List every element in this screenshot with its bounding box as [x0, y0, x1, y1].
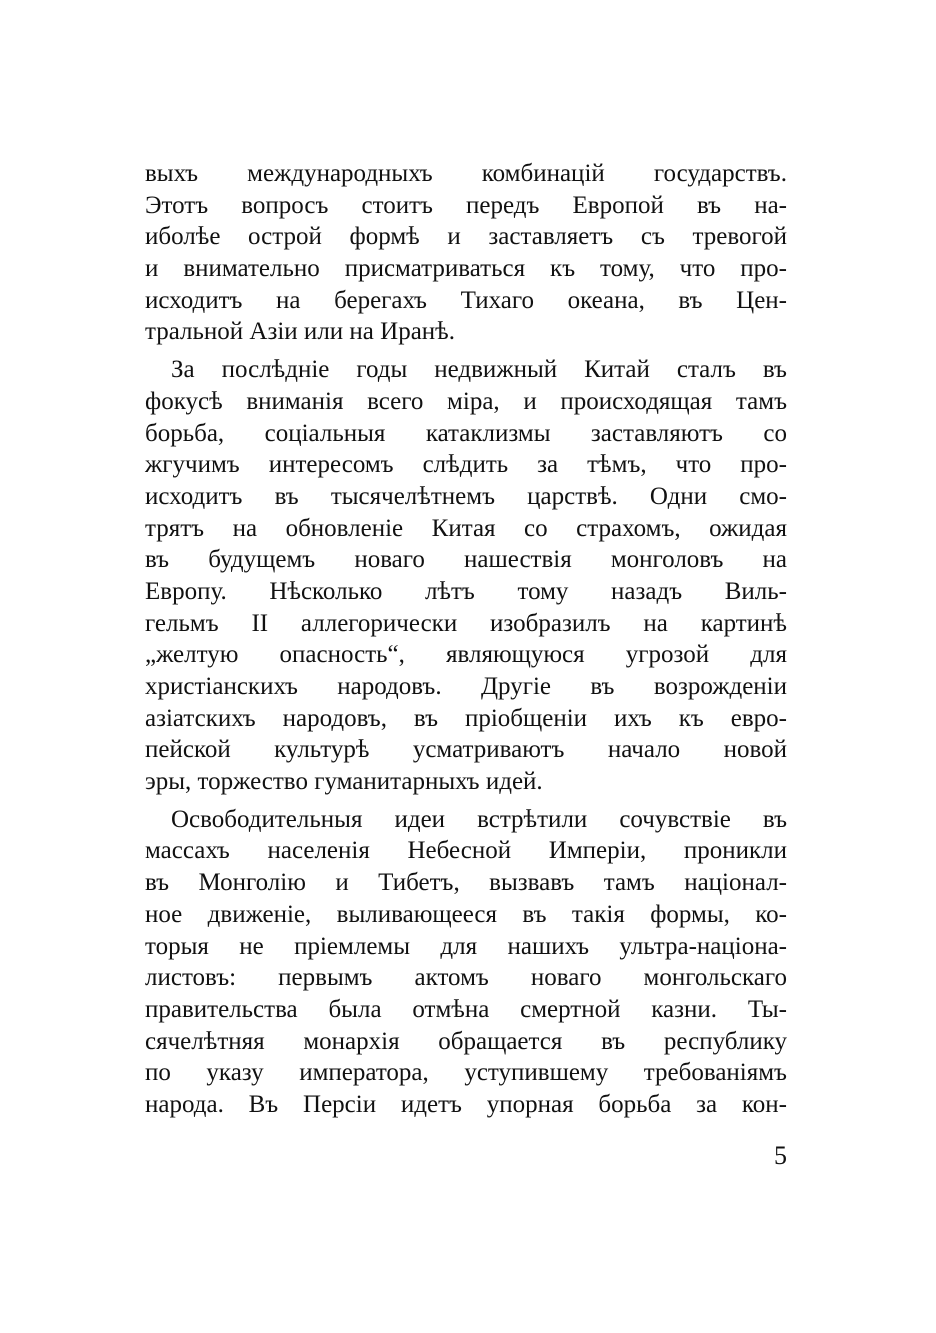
- text-line: массахъ населенія Небесной Имперіи, проникли: [145, 837, 787, 865]
- body-text: [145, 158, 787, 1121]
- text-line: исходитъ въ тысячелѣтнемъ царствѣ. Одни смо-: [145, 482, 787, 510]
- page-number: 5: [774, 1141, 787, 1170]
- text-line: выхъ международныхъ комбинацій государствъ.: [145, 160, 787, 187]
- text-line: Европу. Нѣсколько лѣтъ тому назадъ Виль-: [145, 577, 787, 605]
- text-line: борьба, соціальныя катаклизмы заставляютъ со: [145, 419, 787, 447]
- text-line: правительства была отмѣна смертной казни. Ты-: [145, 995, 787, 1023]
- text-line: фокусѣ вниманія всего міра, и происходящая тамъ: [145, 387, 787, 415]
- text-line: листовъ: первымъ актомъ новаго монгольскаго: [145, 964, 787, 992]
- text-line: иболѣе острой формѣ и заставляетъ съ тревогой: [145, 223, 787, 251]
- text-line: народа. Въ Персіи идетъ упорная борьба за кон-: [145, 1090, 787, 1118]
- text-line: христіанскихъ народовъ. Другіе въ возрожденіи: [145, 673, 787, 700]
- text-line: въ Монголію и Тибетъ, вызвавъ тамъ націонал-: [145, 869, 787, 897]
- text-line: Освободительныя идеи встрѣтили сочувствіе въ: [171, 805, 787, 833]
- text-line: торыя не пріемлемы для нашихъ ультра-націона-: [145, 932, 787, 960]
- text-line: „желтую опасность“, являющуюся угрозой для: [145, 641, 787, 669]
- text-line: эры, торжество гуманитарныхъ идей.: [145, 768, 543, 796]
- text-line: сячелѣтняя монархія обращается въ республику: [145, 1027, 787, 1055]
- text-line: гельмъ II аллегорически изобразилъ на картинѣ: [145, 609, 787, 637]
- text-line: по указу императора, уступившему требованіямъ: [145, 1059, 787, 1087]
- text-line: Этотъ вопросъ стоитъ передъ Европой въ на-: [145, 191, 787, 219]
- text-line: исходитъ на берегахъ Тихаго океана, въ Цен-: [145, 286, 787, 314]
- text-line: ное движеніе, выливающееся въ такія формы, ко-: [145, 900, 787, 928]
- text-line: пейской культурѣ усматриваютъ начало новой: [145, 736, 787, 764]
- text-line: и внимательно присматриваться къ тому, что про-: [145, 255, 787, 283]
- text-line: азіатскихъ народовъ, въ пріобщеніи ихъ къ евро-: [145, 704, 787, 732]
- text-line: За послѣдніе годы недвижный Китай сталъ въ: [171, 356, 787, 384]
- text-line: въ будущемъ новаго нашествія монголовъ на: [145, 546, 787, 574]
- text-line: жгучимъ интересомъ слѣдить за тѣмъ, что про-: [145, 451, 787, 479]
- text-line: тральной Азіи или на Иранѣ.: [145, 318, 455, 346]
- text-line: трятъ на обновленіе Китая со страхомъ, ожидая: [145, 514, 787, 542]
